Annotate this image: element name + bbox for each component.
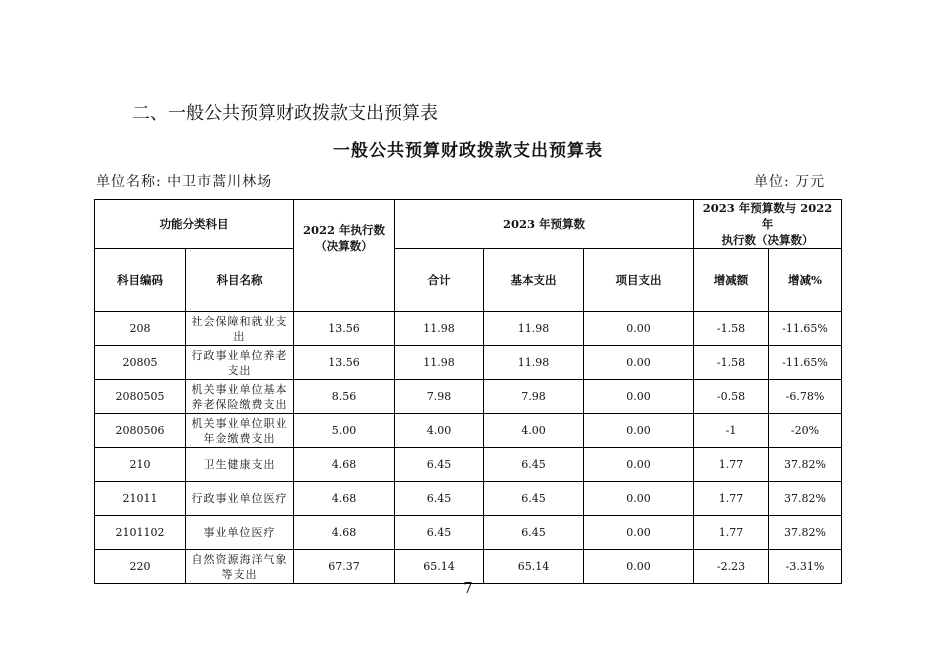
cell-name: 机关事业单位职业年金缴费支出 [186,414,294,448]
budget-table [94,199,842,584]
cell-exec: 4.68 [294,482,395,516]
cell-diff: 1.77 [694,482,769,516]
cell-name: 事业单位医疗 [186,516,294,550]
cell-diff: -0.58 [694,380,769,414]
table-row [95,414,842,448]
cell-diff: -1 [694,414,769,448]
table-row [95,380,842,414]
cell-diff: -2.23 [694,550,769,584]
cell-exec: 67.37 [294,550,395,584]
cell-project: 0.00 [584,448,694,482]
cell-code: 2101102 [95,516,186,550]
header-total: 合计 [395,249,484,312]
header-compare-line2: 执行数（决算数） [721,233,814,247]
cell-exec: 13.56 [294,346,395,380]
cell-project: 0.00 [584,482,694,516]
cell-name: 行政事业单位医疗 [186,482,294,516]
cell-diff: 1.77 [694,448,769,482]
table-row [95,482,842,516]
table-row [95,448,842,482]
header-name: 科目名称 [186,249,294,312]
cell-pct: 37.82% [769,482,842,516]
cell-diff: -1.58 [694,346,769,380]
section-title: 二、一般公共预算财政拨款支出预算表 [132,103,438,124]
unit-measure: 单位: 万元 [754,174,826,190]
cell-code: 210 [95,448,186,482]
unit-name: 单位名称: 中卫市蒿川林场 [96,174,273,190]
cell-project: 0.00 [584,550,694,584]
cell-basic: 6.45 [484,482,584,516]
table-row [95,516,842,550]
cell-project: 0.00 [584,380,694,414]
cell-exec: 5.00 [294,414,395,448]
cell-name: 行政事业单位养老支出 [186,346,294,380]
cell-name: 自然资源海洋气象等支出 [186,550,294,584]
cell-code: 2080506 [95,414,186,448]
header-change-pct: 增减% [769,249,842,312]
cell-total: 7.98 [395,380,484,414]
cell-pct: 37.82% [769,448,842,482]
cell-diff: 1.77 [694,516,769,550]
cell-pct: -6.78% [769,380,842,414]
cell-pct: -3.31% [769,550,842,584]
header-func-class: 功能分类科目 [95,200,294,249]
cell-total: 6.45 [395,482,484,516]
cell-basic: 7.98 [484,380,584,414]
cell-pct: -11.65% [769,312,842,346]
cell-total: 6.45 [395,516,484,550]
cell-exec: 13.56 [294,312,395,346]
cell-basic: 65.14 [484,550,584,584]
cell-basic: 4.00 [484,414,584,448]
cell-name: 机关事业单位基本养老保险缴费支出 [186,380,294,414]
cell-basic: 11.98 [484,312,584,346]
header-exec-2022-line1: 2022 年执行数 [302,223,385,237]
cell-code: 20805 [95,346,186,380]
cell-pct: 37.82% [769,516,842,550]
header-exec-2022-line2: （决算数） [315,239,373,253]
cell-basic: 6.45 [484,448,584,482]
cell-total: 6.45 [395,448,484,482]
cell-project: 0.00 [584,516,694,550]
header-compare [694,200,842,249]
header-basic: 基本支出 [484,249,584,312]
cell-exec: 4.68 [294,448,395,482]
table-row [95,346,842,380]
cell-name: 卫生健康支出 [186,448,294,482]
cell-pct: -20% [769,414,842,448]
cell-name: 社会保障和就业支出 [186,312,294,346]
cell-code: 2080505 [95,380,186,414]
cell-code: 21011 [95,482,186,516]
cell-basic: 6.45 [484,516,584,550]
cell-total: 4.00 [395,414,484,448]
header-project: 项目支出 [584,249,694,312]
table-title: 一般公共预算财政拨款支出预算表 [333,141,603,161]
header-change-amount: 增减额 [694,249,769,312]
header-compare-line1: 2023 年预算数与 2022 年 [702,201,833,231]
cell-exec: 4.68 [294,516,395,550]
cell-code: 208 [95,312,186,346]
header-budget-2023: 2023 年预算数 [395,200,694,249]
cell-basic: 11.98 [484,346,584,380]
cell-project: 0.00 [584,312,694,346]
cell-diff: -1.58 [694,312,769,346]
cell-exec: 8.56 [294,380,395,414]
page-number: 7 [463,579,473,597]
header-code: 科目编码 [95,249,186,312]
cell-total: 11.98 [395,312,484,346]
cell-project: 0.00 [584,414,694,448]
cell-pct: -11.65% [769,346,842,380]
table-row [95,312,842,346]
cell-total: 65.14 [395,550,484,584]
cell-total: 11.98 [395,346,484,380]
header-exec-2022 [294,200,395,312]
cell-project: 0.00 [584,346,694,380]
cell-code: 220 [95,550,186,584]
